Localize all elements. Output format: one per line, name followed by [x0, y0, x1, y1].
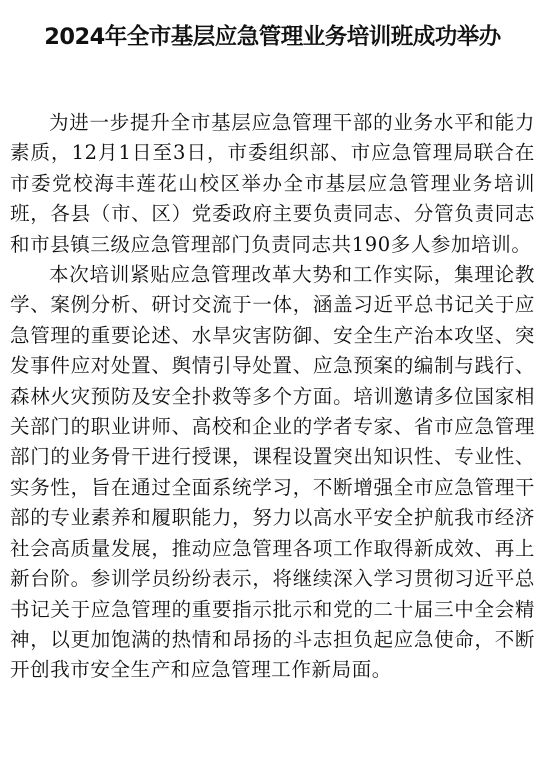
article-paragraph: 为进一步提升全市基层应急管理干部的业务水平和能力素质，12月1日至3日，市委组织部、市应急管理局联合在市委党校海丰莲花山校区举办全市基层应急管理业务培训班，各县（市、区）党委政府主要负责同志、分管负责同志和市县镇三级应急管理部门负责同志共190多人参加培训。 — [10, 111, 535, 256]
article-paragraph: 本次培训紧贴应急管理改革大势和工作实际，集理论教学、案例分析、研讨交流于一体，涵盖习近平总书记关于应急管理的重要论述、水旱灾害防御、安全生产治本攻坚、突发事件应对处置、舆情引导处置、应急预案的编制与践行、森林火灾预防及安全扑救等多个方面。培训邀请多位国家相关部门的职业讲师、高校和企业的学者专家、省市应急管理部门的业务骨干进行授课，课程设置突出知识性、专业性、实务性，旨在通过全面系统学习，不断增强全市应急管理干部的专业素养和履职能力，努力以高水平安全护航我市经济社会高质量发展，推动应急管理各项工作取得新成效、再上新台阶。参训学员纷纷表示，将继续深入学习贯彻习近平总书记关于应急管理的重要指示批示和党的二十届三中全会精神，以更加饱满的热情和昂扬的斗志担负起应急使命，不断开创我市安全生产和应急管理工作新局面。 — [10, 263, 535, 682]
article-title: 2024年全市基层应急管理业务培训班成功举办 — [44, 24, 501, 50]
article-body — [10, 108, 535, 686]
